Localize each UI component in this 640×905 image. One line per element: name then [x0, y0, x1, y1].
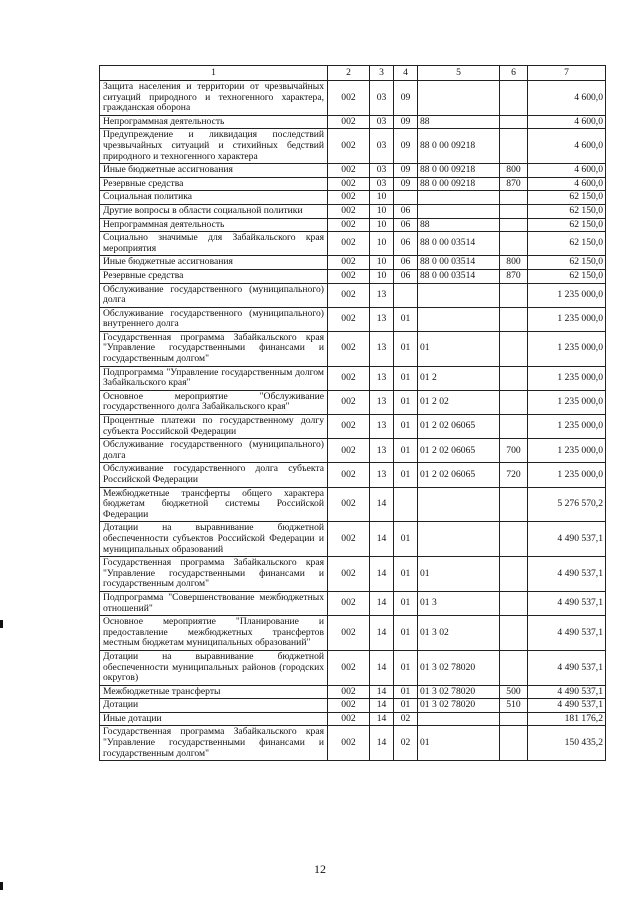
section-cell: 14: [370, 616, 394, 651]
row-name-cell: Социальная политика: [100, 191, 328, 205]
scan-edge-mark: [0, 620, 3, 628]
code-admin-cell: 002: [328, 164, 370, 178]
code-admin-cell: 002: [328, 232, 370, 256]
target-article-cell: 01 3 02 78020: [418, 699, 500, 713]
target-article-cell: [418, 487, 500, 522]
code-admin-cell: 002: [328, 726, 370, 761]
table-row: [100, 699, 606, 713]
section-cell: 14: [370, 699, 394, 713]
section-cell: 14: [370, 591, 394, 615]
expense-type-cell: [500, 366, 528, 390]
section-cell: 03: [370, 177, 394, 191]
subsection-cell: 06: [394, 218, 418, 232]
target-article-cell: 01 3 02 78020: [418, 685, 500, 699]
table-row: [100, 177, 606, 191]
code-admin-cell: 002: [328, 439, 370, 463]
section-cell: 10: [370, 204, 394, 218]
amount-cell: 62 150,0: [528, 218, 606, 232]
table-row: [100, 331, 606, 366]
row-name-cell: Обслуживание государственного (муниципального) долга: [100, 283, 328, 307]
subsection-cell: 01: [394, 415, 418, 439]
subsection-cell: 09: [394, 129, 418, 164]
row-name-cell: Подпрограмма "Управление государственным долгом Забайкальского края": [100, 366, 328, 390]
section-cell: 13: [370, 283, 394, 307]
subsection-cell: 01: [394, 650, 418, 685]
expense-type-cell: [500, 415, 528, 439]
subsection-cell: 06: [394, 232, 418, 256]
code-admin-cell: 002: [328, 685, 370, 699]
amount-cell: 4 490 537,1: [528, 591, 606, 615]
row-name-cell: Непрограммная деятельность: [100, 115, 328, 129]
subsection-cell: 01: [394, 522, 418, 557]
table-row: [100, 591, 606, 615]
code-admin-cell: 002: [328, 522, 370, 557]
amount-cell: 1 235 000,0: [528, 415, 606, 439]
section-cell: 10: [370, 232, 394, 256]
row-name-cell: Защита населения и территории от чрезвычайных ситуаций природного и техногенного характера, гражданская оборона: [100, 81, 328, 116]
section-cell: 03: [370, 164, 394, 178]
table-row: [100, 726, 606, 761]
subsection-cell: 01: [394, 463, 418, 487]
expense-type-cell: 510: [500, 699, 528, 713]
subsection-cell: 01: [394, 307, 418, 331]
subsection-cell: 01: [394, 685, 418, 699]
section-cell: 14: [370, 522, 394, 557]
amount-cell: 1 235 000,0: [528, 307, 606, 331]
amount-cell: 1 235 000,0: [528, 390, 606, 414]
expense-type-cell: [500, 591, 528, 615]
row-name-cell: Основное мероприятие "Планирование и предоставление межбюджетных трансфертов местным бюджетам муниципальных образований": [100, 616, 328, 651]
amount-cell: 1 235 000,0: [528, 283, 606, 307]
target-article-cell: 01 2 02 06065: [418, 415, 500, 439]
code-admin-cell: 002: [328, 390, 370, 414]
header-cell: 1: [100, 66, 328, 81]
section-cell: 13: [370, 439, 394, 463]
amount-cell: 62 150,0: [528, 204, 606, 218]
table-row: [100, 191, 606, 205]
code-admin-cell: 002: [328, 191, 370, 205]
section-cell: 14: [370, 650, 394, 685]
row-name-cell: Предупреждение и ликвидация последствий чрезвычайных ситуаций и стихийных бедствий природного и техногенного характера: [100, 129, 328, 164]
expense-type-cell: 500: [500, 685, 528, 699]
code-admin-cell: 002: [328, 616, 370, 651]
section-cell: 14: [370, 487, 394, 522]
table-row: [100, 129, 606, 164]
target-article-cell: [418, 522, 500, 557]
expense-type-cell: [500, 712, 528, 726]
table-row: [100, 307, 606, 331]
subsection-cell: 01: [394, 331, 418, 366]
table-row: [100, 415, 606, 439]
target-article-cell: [418, 712, 500, 726]
header-row: [100, 66, 606, 81]
amount-cell: 1 235 000,0: [528, 366, 606, 390]
expense-type-cell: [500, 616, 528, 651]
expense-type-cell: [500, 522, 528, 557]
section-cell: 13: [370, 307, 394, 331]
expense-type-cell: [500, 307, 528, 331]
section-cell: 10: [370, 218, 394, 232]
amount-cell: 62 150,0: [528, 269, 606, 283]
table-row: [100, 487, 606, 522]
target-article-cell: 01: [418, 726, 500, 761]
subsection-cell: 01: [394, 557, 418, 592]
expense-type-cell: [500, 115, 528, 129]
code-admin-cell: 002: [328, 204, 370, 218]
amount-cell: 62 150,0: [528, 256, 606, 270]
table-row: [100, 390, 606, 414]
section-cell: 10: [370, 269, 394, 283]
expense-type-cell: 700: [500, 439, 528, 463]
section-cell: 13: [370, 463, 394, 487]
code-admin-cell: 002: [328, 331, 370, 366]
code-admin-cell: 002: [328, 129, 370, 164]
code-admin-cell: 002: [328, 269, 370, 283]
target-article-cell: 88 0 00 03514: [418, 232, 500, 256]
amount-cell: 4 600,0: [528, 164, 606, 178]
code-admin-cell: 002: [328, 712, 370, 726]
target-article-cell: 01 2 02 06065: [418, 463, 500, 487]
table-row: [100, 164, 606, 178]
section-cell: 03: [370, 129, 394, 164]
row-name-cell: Дотации: [100, 699, 328, 713]
subsection-cell: 01: [394, 366, 418, 390]
target-article-cell: 88: [418, 115, 500, 129]
row-name-cell: Государственная программа Забайкальского края "Управление государственными финансами и государственным долгом": [100, 557, 328, 592]
section-cell: 13: [370, 366, 394, 390]
expense-type-cell: [500, 390, 528, 414]
scan-edge-mark: [0, 882, 3, 890]
amount-cell: 4 490 537,1: [528, 650, 606, 685]
subsection-cell: 02: [394, 712, 418, 726]
amount-cell: 4 490 537,1: [528, 699, 606, 713]
amount-cell: 4 490 537,1: [528, 685, 606, 699]
table-row: [100, 269, 606, 283]
subsection-cell: [394, 487, 418, 522]
row-name-cell: Иные дотации: [100, 712, 328, 726]
subsection-cell: 01: [394, 591, 418, 615]
code-admin-cell: 002: [328, 177, 370, 191]
row-name-cell: Иные бюджетные ассигнования: [100, 256, 328, 270]
table-row: [100, 366, 606, 390]
amount-cell: 4 600,0: [528, 129, 606, 164]
amount-cell: 4 600,0: [528, 115, 606, 129]
table-row: [100, 712, 606, 726]
subsection-cell: 09: [394, 177, 418, 191]
row-name-cell: Межбюджетные трансферты: [100, 685, 328, 699]
target-article-cell: 88: [418, 218, 500, 232]
expense-type-cell: [500, 81, 528, 116]
amount-cell: 4 600,0: [528, 81, 606, 116]
subsection-cell: 01: [394, 616, 418, 651]
expense-type-cell: 870: [500, 269, 528, 283]
table-row: [100, 463, 606, 487]
page-number: 12: [314, 862, 326, 876]
code-admin-cell: 002: [328, 218, 370, 232]
expense-type-cell: 870: [500, 177, 528, 191]
section-cell: 13: [370, 390, 394, 414]
table-row: [100, 204, 606, 218]
target-article-cell: 88 0 00 09218: [418, 164, 500, 178]
subsection-cell: 02: [394, 726, 418, 761]
target-article-cell: 01 2: [418, 366, 500, 390]
section-cell: 10: [370, 256, 394, 270]
subsection-cell: 06: [394, 204, 418, 218]
expense-type-cell: [500, 726, 528, 761]
code-admin-cell: 002: [328, 115, 370, 129]
amount-cell: 181 176,2: [528, 712, 606, 726]
expense-type-cell: [500, 650, 528, 685]
target-article-cell: 88 0 00 09218: [418, 177, 500, 191]
table-row: [100, 557, 606, 592]
section-cell: 14: [370, 685, 394, 699]
subsection-cell: 01: [394, 390, 418, 414]
target-article-cell: [418, 204, 500, 218]
row-name-cell: Обслуживание государственного (муниципального) внутреннего долга: [100, 307, 328, 331]
target-article-cell: 01 3 02: [418, 616, 500, 651]
table-row: [100, 115, 606, 129]
header-cell: 6: [500, 66, 528, 81]
amount-cell: 1 235 000,0: [528, 463, 606, 487]
table-row: [100, 81, 606, 116]
code-admin-cell: 002: [328, 650, 370, 685]
table-row: [100, 685, 606, 699]
amount-cell: 1 235 000,0: [528, 439, 606, 463]
expense-type-cell: 800: [500, 164, 528, 178]
target-article-cell: [418, 191, 500, 205]
row-name-cell: Обслуживание государственного долга субъекта Российской Федерации: [100, 463, 328, 487]
header-cell: 4: [394, 66, 418, 81]
expense-type-cell: 800: [500, 256, 528, 270]
code-admin-cell: 002: [328, 256, 370, 270]
expense-type-cell: [500, 191, 528, 205]
code-admin-cell: 002: [328, 415, 370, 439]
row-name-cell: Социально значимые для Забайкальского края мероприятия: [100, 232, 328, 256]
row-name-cell: Непрограммная деятельность: [100, 218, 328, 232]
code-admin-cell: 002: [328, 699, 370, 713]
subsection-cell: [394, 283, 418, 307]
target-article-cell: 01 3 02 78020: [418, 650, 500, 685]
row-name-cell: Резервные средства: [100, 269, 328, 283]
amount-cell: 150 435,2: [528, 726, 606, 761]
section-cell: 13: [370, 331, 394, 366]
row-name-cell: Процентные платежи по государственному долгу субъекта Российской Федерации: [100, 415, 328, 439]
expense-type-cell: [500, 232, 528, 256]
target-article-cell: 01: [418, 331, 500, 366]
expense-type-cell: [500, 331, 528, 366]
section-cell: 14: [370, 557, 394, 592]
row-name-cell: Подпрограмма "Совершенствование межбюджетных отношений": [100, 591, 328, 615]
table-row: [100, 218, 606, 232]
row-name-cell: Обслуживание государственного (муниципального) долга: [100, 439, 328, 463]
code-admin-cell: 002: [328, 591, 370, 615]
table-row: [100, 439, 606, 463]
target-article-cell: 88 0 00 03514: [418, 269, 500, 283]
subsection-cell: 06: [394, 256, 418, 270]
subsection-cell: 09: [394, 115, 418, 129]
header-cell: 5: [418, 66, 500, 81]
section-cell: 10: [370, 191, 394, 205]
budget-table: [99, 65, 606, 761]
subsection-cell: 01: [394, 699, 418, 713]
subsection-cell: 01: [394, 439, 418, 463]
table-row: [100, 283, 606, 307]
expense-type-cell: [500, 204, 528, 218]
section-cell: 14: [370, 726, 394, 761]
section-cell: 03: [370, 115, 394, 129]
target-article-cell: 01 2 02 06065: [418, 439, 500, 463]
amount-cell: 4 490 537,1: [528, 557, 606, 592]
target-article-cell: 88 0 00 09218: [418, 129, 500, 164]
code-admin-cell: 002: [328, 487, 370, 522]
subsection-cell: 09: [394, 164, 418, 178]
code-admin-cell: 002: [328, 81, 370, 116]
row-name-cell: Иные бюджетные ассигнования: [100, 164, 328, 178]
amount-cell: 62 150,0: [528, 191, 606, 205]
budget-table-sheet: [99, 65, 605, 761]
subsection-cell: 09: [394, 81, 418, 116]
code-admin-cell: 002: [328, 463, 370, 487]
target-article-cell: [418, 283, 500, 307]
section-cell: 14: [370, 712, 394, 726]
row-name-cell: Дотации на выравнивание бюджетной обеспеченности муниципальных районов (городских округов): [100, 650, 328, 685]
section-cell: 03: [370, 81, 394, 116]
expense-type-cell: 720: [500, 463, 528, 487]
code-admin-cell: 002: [328, 307, 370, 331]
subsection-cell: 06: [394, 269, 418, 283]
amount-cell: 4 600,0: [528, 177, 606, 191]
table-row: [100, 616, 606, 651]
amount-cell: 5 276 570,2: [528, 487, 606, 522]
amount-cell: 1 235 000,0: [528, 331, 606, 366]
amount-cell: 4 490 537,1: [528, 616, 606, 651]
header-cell: 7: [528, 66, 606, 81]
table-row: [100, 650, 606, 685]
row-name-cell: Дотации на выравнивание бюджетной обеспеченности субъектов Российской Федерации и муниципальных образований: [100, 522, 328, 557]
table-body: [100, 66, 606, 761]
table-row: [100, 256, 606, 270]
expense-type-cell: [500, 218, 528, 232]
code-admin-cell: 002: [328, 283, 370, 307]
target-article-cell: 01 2 02: [418, 390, 500, 414]
target-article-cell: [418, 307, 500, 331]
code-admin-cell: 002: [328, 557, 370, 592]
row-name-cell: Резервные средства: [100, 177, 328, 191]
section-cell: 13: [370, 415, 394, 439]
target-article-cell: 01: [418, 557, 500, 592]
expense-type-cell: [500, 283, 528, 307]
expense-type-cell: [500, 487, 528, 522]
expense-type-cell: [500, 557, 528, 592]
row-name-cell: Государственная программа Забайкальского края "Управление государственными финансами и государственным долгом": [100, 726, 328, 761]
target-article-cell: [418, 81, 500, 116]
table-row: [100, 232, 606, 256]
row-name-cell: Государственная программа Забайкальского края "Управление государственными финансами и государственным долгом": [100, 331, 328, 366]
table-row: [100, 522, 606, 557]
target-article-cell: 88 0 00 03514: [418, 256, 500, 270]
subsection-cell: [394, 191, 418, 205]
row-name-cell: Другие вопросы в области социальной политики: [100, 204, 328, 218]
header-cell: 3: [370, 66, 394, 81]
row-name-cell: Межбюджетные трансферты общего характера бюджетам бюджетной системы Российской Федерации: [100, 487, 328, 522]
amount-cell: 4 490 537,1: [528, 522, 606, 557]
row-name-cell: Основное мероприятие "Обслуживание государственного долга Забайкальского края": [100, 390, 328, 414]
expense-type-cell: [500, 129, 528, 164]
code-admin-cell: 002: [328, 366, 370, 390]
amount-cell: 62 150,0: [528, 232, 606, 256]
target-article-cell: 01 3: [418, 591, 500, 615]
header-cell: 2: [328, 66, 370, 81]
